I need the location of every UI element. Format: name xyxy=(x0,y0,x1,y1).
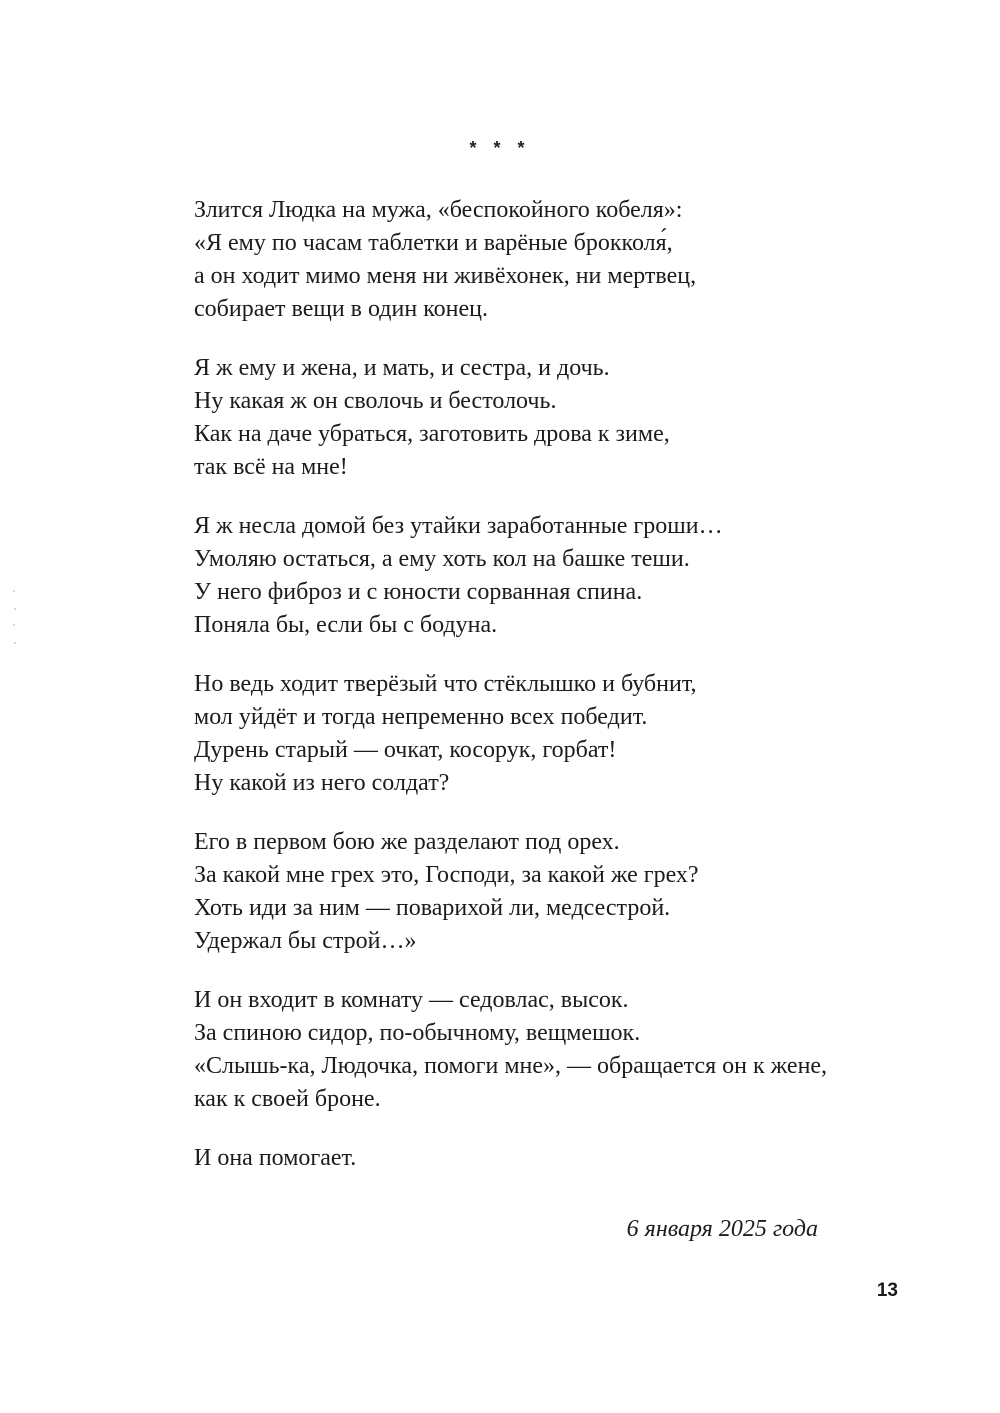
stanza-5 xyxy=(194,826,954,958)
poem-line: «Я ему по часам таблетки и варёные брокколя́, xyxy=(194,230,673,256)
poem-line: так всё на мне! xyxy=(194,454,348,480)
poem-line: «Слышь-ка, Людочка, помоги мне», — обращается он к жене, xyxy=(194,1053,828,1079)
poem-line: собирает вещи в один конец. xyxy=(194,296,488,322)
poem-line: За спиною сидор, по-обычному, вещмешок. xyxy=(194,1020,641,1046)
poem-line: Я ж ему и жена, и мать, и сестра, и дочь. xyxy=(194,355,610,381)
poem-line: У него фиброз и с юности сорванная спина. xyxy=(194,579,643,605)
stanza-6 xyxy=(194,984,954,1116)
poem-line: И она помогает. xyxy=(194,1145,357,1171)
poem-line: как к своей броне. xyxy=(194,1086,381,1112)
poem-body xyxy=(194,194,954,1201)
margin-specks xyxy=(12,590,18,650)
poem-line: Но ведь ходит тверёзый что стёклышко и бубнит, xyxy=(194,671,697,697)
poem-line: мол уйдёт и тогда непременно всех победит. xyxy=(194,704,648,730)
poem-line: Ну какой из него солдат? xyxy=(194,770,450,796)
poem-line: Его в первом бою же разделают под орех. xyxy=(194,829,620,855)
poem-line: Злится Людка на мужа, «беспокойного кобеля»: xyxy=(194,197,683,223)
section-separator: * * * xyxy=(469,138,531,158)
poem-line: а он ходит мимо меня ни живёхонек, ни мертвец, xyxy=(194,263,697,289)
stanza-4 xyxy=(194,668,954,800)
poem-line: Хоть иди за ним — поварихой ли, медсестрой. xyxy=(194,895,671,921)
poem-line: Поняла бы, если бы с бодуна. xyxy=(194,612,498,638)
stanza-3 xyxy=(194,510,954,642)
stanza-7 xyxy=(194,1142,954,1175)
stanza-1 xyxy=(194,194,954,326)
poem-line: Ну какая ж он сволочь и бестолочь. xyxy=(194,388,557,414)
poem-line: Умоляю остаться, а ему хоть кол на башке теши. xyxy=(194,546,690,572)
poem-line: Я ж несла домой без утайки заработанные гроши… xyxy=(194,513,723,539)
poem-line: Удержал бы строй…» xyxy=(194,928,417,954)
poem-line: И он входит в комнату — седовлас, высок. xyxy=(194,987,629,1013)
poem-line: Дурень старый — очкат, косорук, горбат! xyxy=(194,737,617,763)
page-number: 13 xyxy=(876,1280,898,1301)
poem-date: 6 января 2025 года xyxy=(626,1216,818,1242)
stanza-2 xyxy=(194,352,954,484)
poem-line: За какой мне грех это, Господи, за какой же грех? xyxy=(194,862,699,888)
poem-line: Как на даче убраться, заготовить дрова к зиме, xyxy=(194,421,670,447)
